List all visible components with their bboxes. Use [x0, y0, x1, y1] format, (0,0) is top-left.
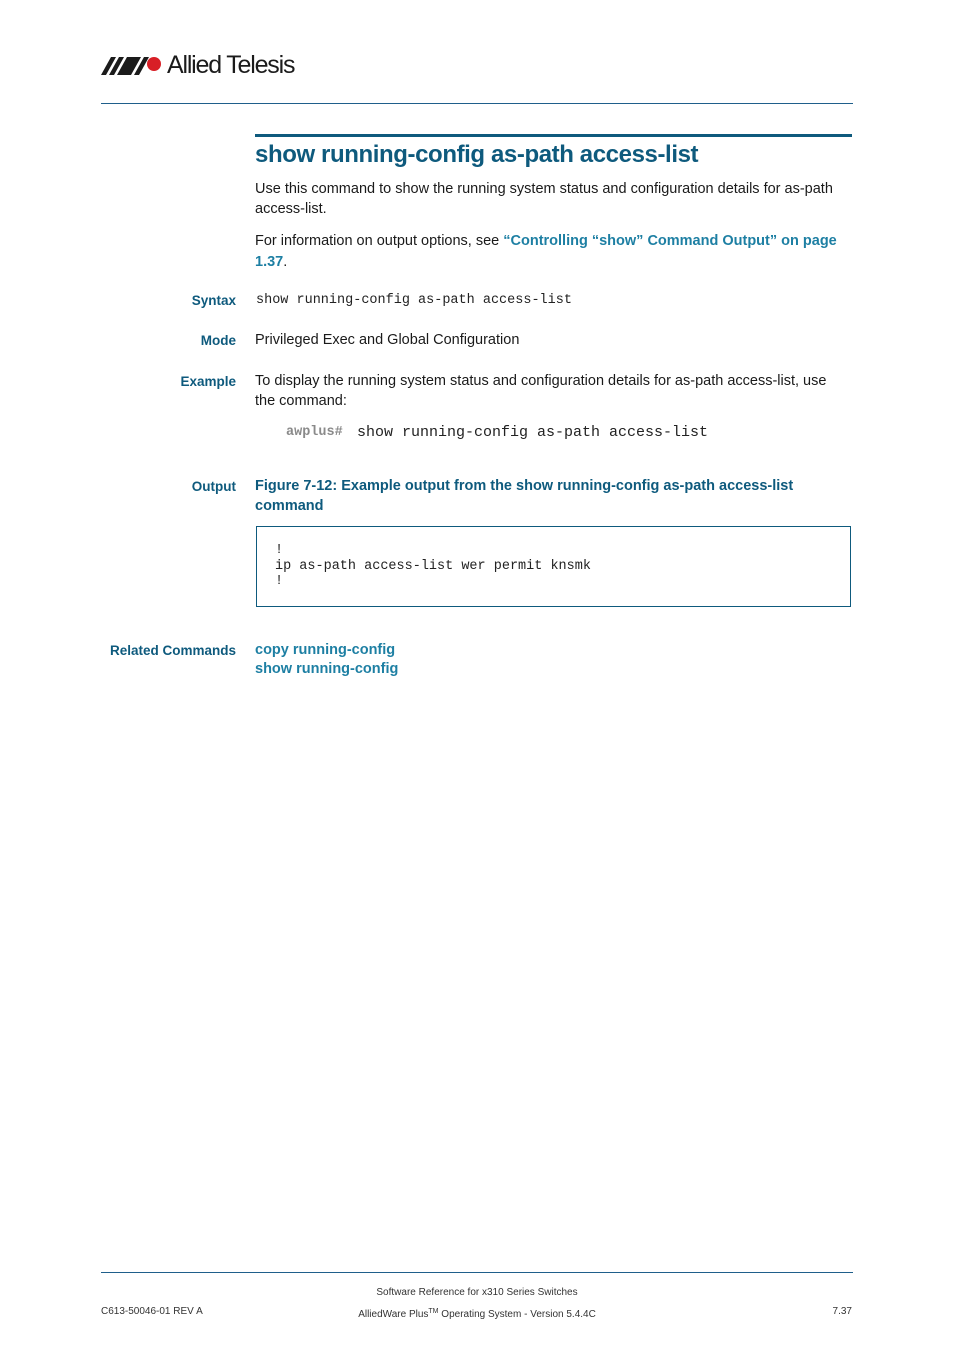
command-prompt: awplus#	[286, 425, 343, 440]
footer-os-version	[300, 1305, 654, 1321]
related-link-show-running-config[interactable]: show running-config	[255, 661, 399, 677]
footer-doc-id: C613-50046-01 REV A	[101, 1306, 203, 1317]
output-text: ! ip as-path access-list wer permit knsmk !	[275, 543, 591, 589]
footer-trademark: TM	[428, 1308, 439, 1315]
footer-center	[300, 1286, 654, 1321]
logo-wordmark: Allied Telesis	[167, 51, 295, 79]
footer-page-number: 7.37	[832, 1306, 852, 1317]
mode-label: Mode	[200, 333, 236, 348]
allied-telesis-logo-icon	[101, 54, 163, 76]
syntax-label: Syntax	[191, 293, 236, 308]
company-logo	[101, 50, 294, 80]
example-text: To display the running system status and configuration details for as-path access-list, use the command:	[255, 373, 827, 409]
footer-divider	[101, 1272, 853, 1273]
example-command: show running-config as-path access-list	[357, 424, 709, 441]
related-commands-label: Related Commands	[109, 643, 236, 658]
footer-version: Operating System - Version 5.4.4C	[438, 1309, 596, 1320]
page-title: show running-config as-path access-list	[255, 141, 699, 168]
header-divider	[101, 103, 853, 104]
related-link-copy-running-config[interactable]: copy running-config	[255, 642, 396, 658]
output-options-suffix: .	[283, 253, 288, 270]
output-options-paragraph	[255, 231, 845, 272]
output-box	[256, 526, 851, 607]
controlling-show-output-link[interactable]: “Controlling “show” Command Output” on page 1.37	[255, 233, 837, 270]
output-label: Output	[191, 479, 236, 494]
footer-product: AlliedWare Plus	[358, 1309, 429, 1320]
syntax-command: show running-config as-path access-list	[256, 293, 572, 308]
example-label: Example	[180, 374, 236, 389]
intro-paragraph: Use this command to show the running system status and configuration details for as-path access-list.	[255, 181, 833, 217]
footer-reference-title: Software Reference for x310 Series Switches	[376, 1287, 578, 1298]
output-options-prefix: For information on output options, see	[255, 233, 504, 249]
figure-caption: Figure 7-12: Example output from the show running-config as-path access-list command	[255, 478, 794, 514]
mode-text: Privileged Exec and Global Configuration	[255, 332, 520, 348]
title-divider	[255, 134, 852, 137]
